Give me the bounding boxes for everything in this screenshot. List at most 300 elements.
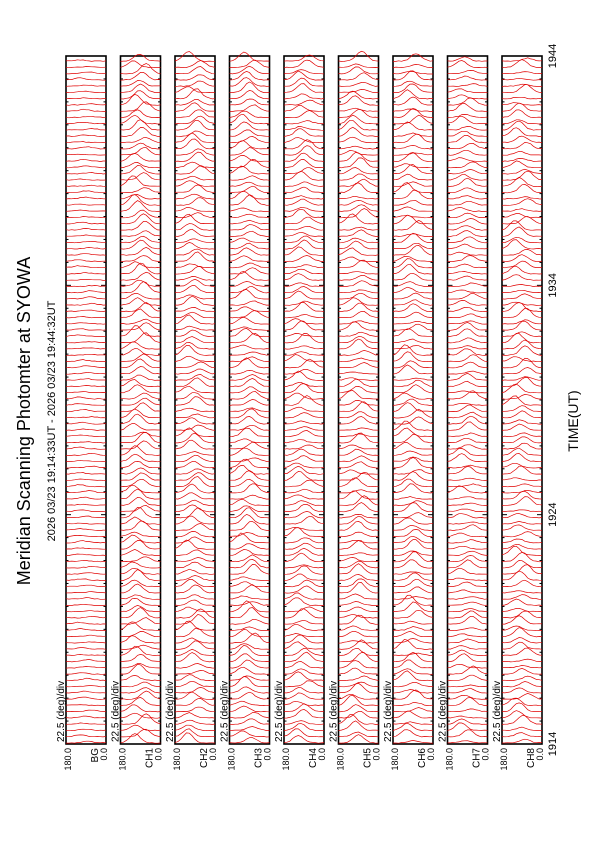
scan-trace xyxy=(175,61,215,68)
scan-trace xyxy=(66,529,106,531)
scan-trace xyxy=(393,233,433,242)
scan-trace xyxy=(175,214,215,224)
scan-trace xyxy=(66,485,106,487)
scan-trace xyxy=(339,174,379,180)
scan-trace xyxy=(66,460,106,461)
scan-trace xyxy=(230,727,270,731)
scan-trace xyxy=(284,146,324,156)
scan-trace xyxy=(121,506,161,512)
scan-trace xyxy=(502,688,542,693)
scan-trace xyxy=(230,731,270,737)
scan-trace xyxy=(66,78,106,81)
scan-trace xyxy=(175,455,215,462)
scan-trace xyxy=(502,443,542,449)
scan-trace xyxy=(175,181,215,187)
scan-trace xyxy=(284,240,324,249)
scan-trace xyxy=(121,725,161,731)
scan-trace xyxy=(230,442,270,449)
scan-trace xyxy=(284,182,324,187)
scan-trace xyxy=(66,323,106,325)
scan-trace xyxy=(502,377,542,381)
panel-ch2 xyxy=(165,52,218,771)
scan-trace xyxy=(121,584,161,593)
scan-trace xyxy=(175,249,215,255)
scan-trace xyxy=(339,433,379,443)
scan-trace xyxy=(121,697,161,705)
scan-trace xyxy=(66,585,106,587)
scan-trace xyxy=(284,427,324,431)
scan-trace xyxy=(66,109,106,111)
scan-trace xyxy=(66,303,106,305)
scan-trace xyxy=(339,96,379,106)
scan-trace xyxy=(339,445,379,449)
scan-trace xyxy=(284,495,324,499)
scan-trace xyxy=(175,607,215,612)
scan-trace xyxy=(339,272,379,274)
scan-trace xyxy=(284,724,324,731)
scan-trace xyxy=(175,326,215,330)
panel-ch4 xyxy=(274,55,327,771)
scan-trace xyxy=(339,339,379,349)
scan-trace xyxy=(339,363,379,368)
scan-trace xyxy=(284,463,324,468)
scan-trace xyxy=(66,60,106,62)
scan-trace xyxy=(230,701,270,706)
scan-trace xyxy=(339,594,379,599)
scan-trace xyxy=(393,190,433,199)
scan-trace xyxy=(230,176,270,181)
scan-trace xyxy=(393,256,433,261)
scan-trace xyxy=(448,719,488,725)
scan-trace xyxy=(230,559,270,568)
scan-trace xyxy=(502,424,542,430)
scan-trace xyxy=(66,422,106,424)
scan-trace xyxy=(448,226,488,231)
scan-trace xyxy=(121,143,161,149)
scan-trace xyxy=(66,541,106,543)
panel-ch8 xyxy=(492,56,545,771)
scan-trace xyxy=(284,440,324,443)
scan-trace xyxy=(230,408,270,412)
scale-label: 22.5 (deg)/div xyxy=(492,680,503,742)
scan-trace xyxy=(66,172,106,174)
scan-trace xyxy=(502,308,542,318)
scan-trace xyxy=(284,511,324,518)
scan-trace xyxy=(339,168,379,175)
scan-trace xyxy=(66,85,106,86)
scan-trace xyxy=(448,89,488,93)
scan-trace xyxy=(230,327,270,330)
scan-trace xyxy=(339,428,379,430)
scan-trace xyxy=(502,197,542,200)
y-tick-label-bottom: 0.0 xyxy=(208,748,218,761)
scan-trace xyxy=(502,217,542,225)
scan-trace xyxy=(502,103,542,106)
scan-trace xyxy=(448,730,488,737)
scan-trace xyxy=(448,484,488,487)
scan-trace xyxy=(502,237,542,243)
scan-trace xyxy=(339,574,379,580)
scan-trace xyxy=(448,300,488,305)
scan-trace xyxy=(175,194,215,199)
scan-trace xyxy=(66,741,106,743)
scan-trace xyxy=(448,514,488,518)
scan-trace xyxy=(66,678,106,680)
scan-trace xyxy=(284,635,324,643)
scan-trace xyxy=(448,412,488,418)
scan-trace xyxy=(393,639,433,644)
scan-trace xyxy=(175,242,215,249)
scan-trace xyxy=(448,264,488,268)
scan-trace xyxy=(66,510,106,512)
scan-trace xyxy=(230,466,270,475)
scan-trace xyxy=(502,394,542,399)
scan-trace xyxy=(448,174,488,180)
scan-trace xyxy=(230,484,270,493)
scan-trace xyxy=(502,120,542,124)
channel-label: CH7 xyxy=(471,748,483,769)
scan-trace xyxy=(284,196,324,200)
scan-trace xyxy=(339,602,379,606)
scan-trace xyxy=(502,437,542,443)
scan-trace xyxy=(121,675,161,680)
scan-trace xyxy=(448,616,488,624)
scan-trace xyxy=(502,703,542,712)
scan-trace xyxy=(502,539,542,543)
scan-trace xyxy=(175,425,215,430)
scan-trace xyxy=(393,71,433,80)
scan-trace xyxy=(66,516,106,518)
scale-label: 22.5 (deg)/div xyxy=(328,680,340,742)
scan-trace xyxy=(175,224,215,231)
scan-trace xyxy=(502,58,542,62)
scan-trace xyxy=(393,711,433,718)
scan-trace xyxy=(284,217,324,224)
scan-trace xyxy=(230,231,270,236)
scan-trace xyxy=(448,650,488,656)
scan-trace xyxy=(448,126,488,130)
scan-trace xyxy=(175,725,215,730)
scan-trace xyxy=(502,599,542,606)
scan-trace xyxy=(502,255,542,262)
scan-trace xyxy=(502,368,542,375)
scan-trace xyxy=(121,375,161,380)
scan-trace xyxy=(121,231,161,237)
scan-trace xyxy=(448,158,488,162)
scan-trace xyxy=(284,70,324,74)
scan-trace xyxy=(284,480,324,487)
scan-trace xyxy=(121,138,161,143)
scan-trace xyxy=(448,135,488,143)
scan-trace xyxy=(175,315,215,324)
scan-trace xyxy=(393,730,433,737)
scan-trace xyxy=(66,397,106,399)
scan-trace xyxy=(339,561,379,568)
scan-trace xyxy=(502,676,542,681)
scan-trace xyxy=(393,215,433,218)
scan-trace xyxy=(175,131,215,137)
scan-trace xyxy=(121,236,161,242)
scan-trace xyxy=(230,111,270,117)
scan-trace xyxy=(230,544,270,550)
scan-trace xyxy=(502,396,542,405)
scan-trace xyxy=(284,78,324,86)
scan-trace xyxy=(175,653,215,662)
scan-trace xyxy=(448,391,488,399)
scan-trace xyxy=(66,429,106,431)
scan-trace xyxy=(284,355,324,362)
scan-trace xyxy=(121,532,161,537)
scan-trace xyxy=(502,332,542,337)
scan-trace xyxy=(230,596,270,600)
scan-trace xyxy=(66,560,106,562)
scan-trace xyxy=(393,97,433,105)
scan-trace xyxy=(121,605,161,611)
scan-trace xyxy=(284,105,324,111)
scan-trace xyxy=(66,659,106,662)
scan-trace xyxy=(448,338,488,343)
scan-trace xyxy=(393,324,433,330)
scan-trace xyxy=(339,683,379,693)
scan-trace xyxy=(502,420,542,424)
scan-trace xyxy=(448,634,488,637)
scan-trace xyxy=(230,428,270,437)
scan-trace xyxy=(284,528,324,531)
scan-trace xyxy=(339,705,379,712)
scan-trace xyxy=(175,81,215,86)
scan-trace xyxy=(121,682,161,687)
scan-trace xyxy=(121,393,161,399)
scan-trace xyxy=(175,133,215,143)
scan-trace xyxy=(502,261,542,268)
scan-trace xyxy=(284,287,324,293)
scan-trace xyxy=(393,312,433,318)
scan-trace xyxy=(175,369,215,374)
scan-trace xyxy=(502,521,542,524)
scan-trace xyxy=(393,682,433,687)
scan-trace xyxy=(393,361,433,368)
y-tick-label-bottom: 0.0 xyxy=(371,748,382,761)
scan-trace xyxy=(175,414,215,418)
scan-trace xyxy=(393,273,433,280)
channel-label: CH4 xyxy=(308,748,319,769)
scan-trace xyxy=(393,182,433,187)
scan-trace xyxy=(448,162,488,168)
scan-trace xyxy=(175,540,215,549)
y-tick-label-bottom: 0.0 xyxy=(535,748,545,761)
scan-trace xyxy=(284,472,324,481)
scan-trace xyxy=(339,653,379,662)
scan-trace xyxy=(502,532,542,537)
scan-trace xyxy=(393,627,433,631)
scan-trace xyxy=(230,387,270,393)
scan-trace xyxy=(339,583,379,594)
scan-trace xyxy=(121,541,161,550)
scan-trace xyxy=(502,484,542,487)
panel-ch3 xyxy=(220,52,273,771)
scan-trace xyxy=(121,479,161,486)
scan-trace xyxy=(448,103,488,111)
scan-trace xyxy=(121,424,161,431)
scan-trace xyxy=(448,568,488,574)
scan-trace xyxy=(175,664,215,669)
scan-trace xyxy=(448,597,488,600)
time-range-subtitle: 2026 03/23 19:14:33UT - 2026 03/23 19:44:32UT xyxy=(46,300,58,542)
scan-trace xyxy=(175,176,215,180)
scan-trace xyxy=(66,273,106,275)
scan-trace xyxy=(284,580,324,587)
scan-trace xyxy=(66,598,106,600)
scan-trace xyxy=(175,707,215,712)
scan-trace xyxy=(448,188,488,193)
scan-trace xyxy=(393,122,433,130)
y-tick-label-top: 180.0 xyxy=(226,748,237,771)
scan-trace xyxy=(230,225,270,230)
scan-trace xyxy=(66,548,106,549)
scan-trace xyxy=(230,90,270,99)
scan-trace xyxy=(339,257,379,262)
y-tick-label-bottom: 0.0 xyxy=(426,748,436,761)
scan-trace xyxy=(502,595,542,600)
scan-trace xyxy=(66,72,106,74)
scan-trace xyxy=(66,129,106,131)
scan-trace xyxy=(393,71,433,74)
scan-trace xyxy=(393,428,433,437)
scan-trace xyxy=(284,352,324,356)
scan-trace xyxy=(339,521,379,530)
scan-trace xyxy=(393,346,433,350)
scan-trace xyxy=(66,210,106,211)
scan-trace xyxy=(66,554,106,556)
scan-trace xyxy=(448,578,488,580)
scan-trace xyxy=(66,316,106,318)
scan-trace xyxy=(502,303,542,312)
scan-trace xyxy=(448,84,488,87)
scan-trace xyxy=(448,546,488,549)
scan-trace xyxy=(339,214,379,224)
scan-trace xyxy=(339,668,379,674)
scan-trace xyxy=(230,208,270,212)
scan-trace xyxy=(175,484,215,493)
scan-trace xyxy=(284,369,324,374)
scan-trace xyxy=(284,84,324,93)
scan-trace xyxy=(230,585,270,593)
scan-trace xyxy=(175,713,215,719)
scan-trace xyxy=(175,523,215,530)
scan-trace xyxy=(339,290,379,293)
scan-trace xyxy=(175,720,215,724)
scan-trace xyxy=(175,433,215,443)
scan-trace xyxy=(339,137,379,143)
scan-trace xyxy=(66,310,106,312)
scan-trace xyxy=(66,536,106,537)
scan-trace xyxy=(66,159,106,161)
scan-trace xyxy=(339,205,379,212)
scan-trace xyxy=(66,217,106,218)
scan-trace xyxy=(175,99,215,105)
scan-trace xyxy=(230,328,270,336)
scan-trace xyxy=(175,408,215,411)
channel-label: BG xyxy=(90,748,101,763)
scan-trace xyxy=(66,566,106,568)
y-tick-label-bottom: 0.0 xyxy=(262,748,273,761)
scan-trace xyxy=(448,178,488,186)
scan-trace xyxy=(339,462,379,468)
scan-trace xyxy=(448,391,488,393)
scan-trace xyxy=(284,430,324,436)
scan-trace xyxy=(284,302,324,311)
scan-trace xyxy=(175,569,215,574)
scan-trace xyxy=(230,345,270,349)
panel-frame xyxy=(339,56,379,744)
scan-trace xyxy=(66,91,106,93)
scan-trace xyxy=(230,627,270,631)
panel-ch1 xyxy=(111,55,164,771)
scan-trace xyxy=(339,456,379,462)
scan-trace xyxy=(284,153,324,161)
scan-trace xyxy=(393,740,433,743)
scan-trace xyxy=(230,565,270,575)
scan-trace xyxy=(230,500,270,506)
scan-trace xyxy=(339,470,379,474)
scan-trace xyxy=(175,493,215,499)
scan-trace xyxy=(448,709,488,712)
scan-trace xyxy=(448,201,488,205)
scan-trace xyxy=(175,162,215,168)
scan-trace xyxy=(230,82,270,93)
scan-trace xyxy=(393,421,433,430)
scan-trace xyxy=(339,711,379,718)
scan-trace xyxy=(121,349,161,356)
scan-trace xyxy=(393,207,433,211)
scan-trace xyxy=(284,371,324,380)
scan-trace xyxy=(121,595,161,600)
scan-trace xyxy=(502,491,542,494)
scan-trace xyxy=(230,458,270,462)
scan-trace xyxy=(66,404,106,406)
scan-trace xyxy=(339,626,379,630)
scan-trace xyxy=(66,297,106,299)
scan-trace xyxy=(121,81,161,87)
scan-trace xyxy=(284,693,324,699)
scan-trace xyxy=(66,573,106,575)
scan-trace xyxy=(339,108,379,111)
scan-trace xyxy=(502,733,542,737)
scan-trace xyxy=(230,508,270,518)
scan-trace xyxy=(393,669,433,675)
scan-trace xyxy=(393,183,433,193)
scan-trace xyxy=(448,454,488,462)
scan-trace xyxy=(448,639,488,643)
scan-trace xyxy=(121,166,161,175)
scan-trace xyxy=(230,370,270,374)
scan-trace xyxy=(502,136,542,143)
scan-trace xyxy=(339,227,379,230)
scan-trace xyxy=(448,290,488,293)
scan-trace xyxy=(448,445,488,450)
scan-trace xyxy=(66,579,106,581)
scan-trace xyxy=(66,642,106,643)
panel-frame xyxy=(502,56,542,744)
scan-trace xyxy=(121,664,161,669)
scan-trace xyxy=(393,174,433,180)
scan-trace xyxy=(230,333,270,343)
scan-trace xyxy=(284,565,324,568)
scan-trace xyxy=(175,500,215,505)
panel-frame xyxy=(448,56,488,744)
scan-trace xyxy=(175,374,215,380)
scan-trace xyxy=(230,130,270,137)
